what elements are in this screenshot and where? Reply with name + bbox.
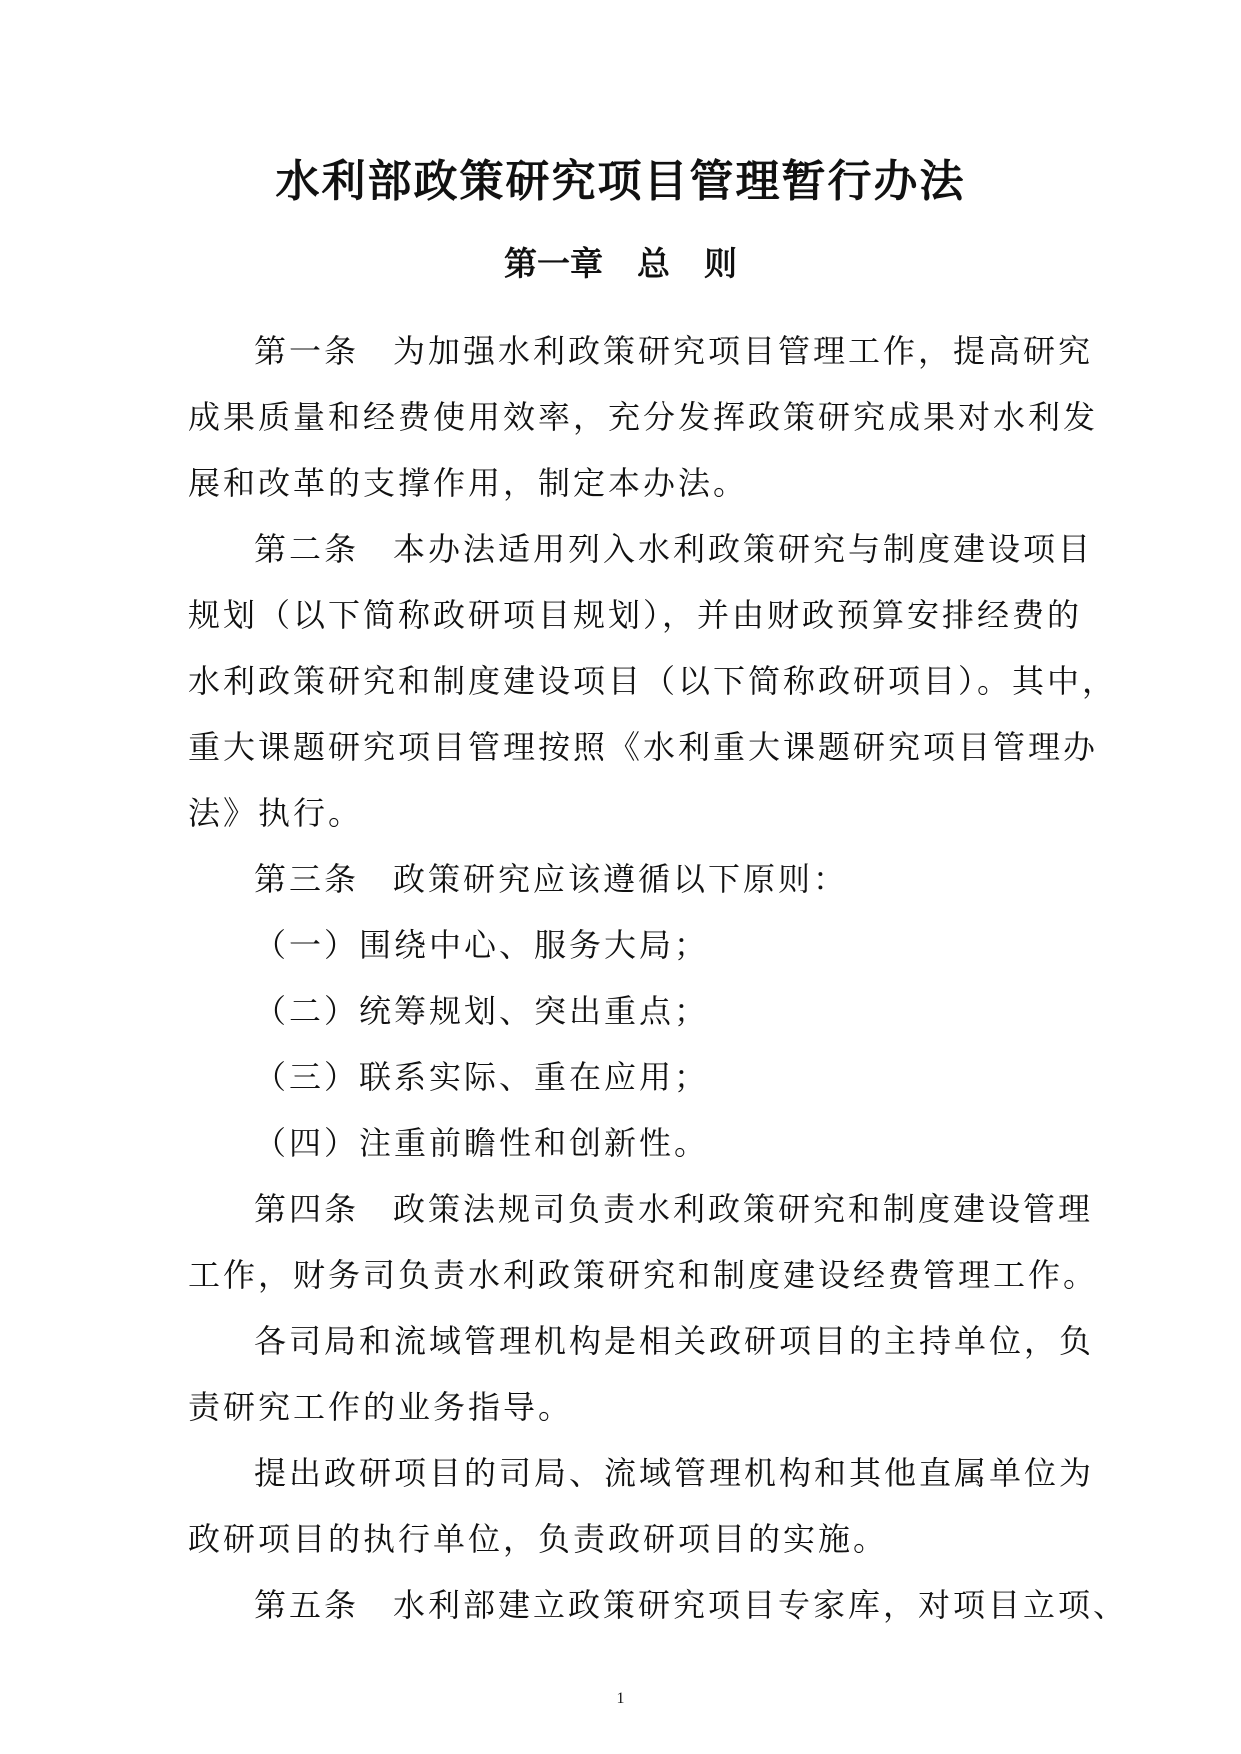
text-line	[188, 1374, 1060, 1440]
text-line	[188, 582, 1083, 648]
line-text: 本办法适用列入水利政策研究与制度建设项目	[393, 530, 1094, 568]
text-line	[188, 780, 1060, 846]
article-number: 第二条	[254, 530, 360, 568]
line-text: 水利政策研究和制度建设项目（以下简称政研项目）。其中，	[188, 662, 1118, 700]
line-text: 重大课题研究项目管理按照《水利重大课题研究项目管理办	[188, 728, 1099, 766]
article-number: 第三条	[254, 860, 360, 898]
line-text: 为加强水利政策研究项目管理工作，提高研究	[393, 332, 1094, 370]
line-text: 水利部建立政策研究项目专家库，对项目立项、	[393, 1586, 1129, 1624]
text-line	[188, 516, 1094, 582]
line-text: 规划（以下简称政研项目规划），并由财政预算安排经费的	[188, 596, 1083, 634]
line-text: 政研项目的执行单位，负责政研项目的实施。	[188, 1520, 889, 1558]
text-line	[188, 978, 1060, 1044]
article-number: 第一条	[254, 332, 360, 370]
chapter-number: 第一章	[504, 244, 603, 283]
text-line	[188, 1110, 1060, 1176]
text-line	[188, 648, 1118, 714]
text-line	[188, 846, 1060, 912]
line-text: （四）注重前瞻性和创新性。	[254, 1124, 710, 1162]
line-text: 法》执行。	[188, 794, 364, 832]
article-number: 第五条	[254, 1586, 360, 1624]
page-number: 1	[616, 1690, 625, 1707]
line-text: 政策法规司负责水利政策研究和制度建设管理	[393, 1190, 1094, 1228]
line-text: 工作，财务司负责水利政策研究和制度建设经费管理工作。	[188, 1256, 1099, 1294]
text-line	[188, 1044, 1060, 1110]
text-line	[188, 912, 1060, 978]
text-line	[188, 450, 1060, 516]
text-line	[188, 1572, 1129, 1638]
line-text: 提出政研项目的司局、流域管理机构和其他直属单位为	[254, 1454, 1095, 1492]
line-text: （一）围绕中心、服务大局；	[254, 926, 710, 964]
line-text: 成果质量和经费使用效率，充分发挥政策研究成果对水利发	[188, 398, 1099, 436]
line-text: （三）联系实际、重在应用；	[254, 1058, 710, 1096]
chapter-name-part-2: 则	[704, 244, 737, 283]
text-line	[188, 714, 1099, 780]
text-line	[188, 1440, 1095, 1506]
document-title: 水利部政策研究项目管理暂行办法	[275, 156, 966, 207]
line-text: 政策研究应该遵循以下原则：	[393, 860, 849, 898]
line-text: 责研究工作的业务指导。	[188, 1388, 574, 1426]
text-line	[188, 1308, 1095, 1374]
text-line	[188, 1242, 1099, 1308]
text-line	[188, 1506, 1060, 1572]
line-text: 各司局和流域管理机构是相关政研项目的主持单位，负	[254, 1322, 1095, 1360]
text-line	[188, 384, 1099, 450]
article-number: 第四条	[254, 1190, 360, 1228]
text-line	[188, 318, 1094, 384]
line-text: （二）统筹规划、突出重点；	[254, 992, 710, 1030]
chapter-heading	[0, 240, 1241, 288]
text-line	[188, 1176, 1094, 1242]
line-text: 展和改革的支撑作用，制定本办法。	[188, 464, 749, 502]
chapter-name-part-1: 总	[637, 244, 670, 283]
document-body	[188, 318, 1129, 1638]
